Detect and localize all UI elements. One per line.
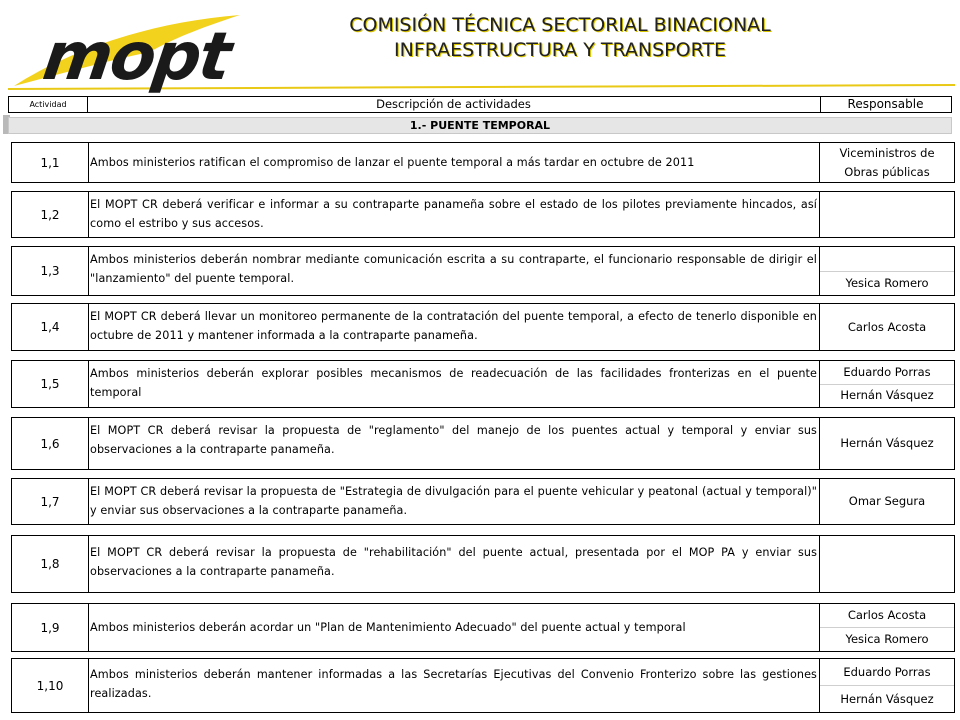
activity-number: 1,6 — [12, 418, 89, 469]
activity-row — [11, 360, 955, 408]
activity-row — [11, 142, 955, 183]
activity-number: 1,1 — [12, 143, 89, 182]
responsible-name: Viceministros de Obras públicas — [839, 145, 935, 179]
activity-description: Ambos ministerios deberán explorar posibles mecanismos de readecuación de las facilidades fronterizas en el puente temporal — [88, 361, 820, 407]
activity-number: 1,7 — [12, 479, 89, 524]
activity-responsible — [820, 418, 954, 469]
activity-number: 1,9 — [12, 604, 89, 651]
responsible-name — [820, 536, 954, 592]
activity-responsible — [820, 604, 954, 651]
responsible-name: Carlos Acosta — [847, 608, 927, 622]
activity-number: 1,5 — [12, 361, 89, 407]
activity-responsible — [820, 361, 954, 407]
activity-row — [11, 191, 955, 238]
activity-description: Ambos ministerios deberán nombrar mediante comunicación escrita a su contraparte, el funcionario responsable de dirigir el "lanzamiento" del puente temporal. — [88, 247, 820, 295]
activity-row — [11, 478, 955, 525]
activity-responsible — [820, 143, 954, 182]
activity-number: 1,4 — [12, 304, 89, 350]
activity-description: Ambos ministerios deberán acordar un "Plan de Mantenimiento Adecuado" del puente actual y temporal — [88, 604, 820, 651]
activity-description: El MOPT CR deberá revisar la propuesta de "rehabilitación" del puente actual, presentada por el MOP PA y enviar sus observaciones a la contraparte panameña. — [88, 536, 820, 592]
section-title: 1.- PUENTE TEMPORAL — [8, 117, 952, 134]
header-description: Descripción de actividades — [87, 97, 821, 112]
activity-description: El MOPT CR deberá revisar la propuesta de "Estrategia de divulgación para el puente vehicular y peatonal (actual y temporal)" y enviar sus observaciones a la contraparte panameña. — [88, 479, 820, 524]
responsible-name: Omar Segura — [848, 494, 926, 508]
activity-responsible — [820, 247, 954, 295]
activity-description: Ambos ministerios ratifican el compromiso de lanzar el puente temporal a más tardar en octubre de 2011 — [88, 143, 820, 182]
responsible-name: Yesica Romero — [820, 627, 954, 651]
header-responsible: Responsable — [847, 97, 924, 111]
table-header-row — [8, 96, 952, 113]
activity-description: Ambos ministerios deberán mantener informadas a las Secretarías Ejecutivas del Convenio Fronterizo sobre las gestiones realizadas. — [88, 659, 820, 712]
page-header — [0, 0, 960, 94]
activity-number: 1,3 — [12, 247, 89, 295]
activity-row — [11, 246, 955, 296]
responsible-name: Hernán Vásquez — [820, 685, 954, 712]
activity-row — [11, 658, 955, 713]
responsible-name — [820, 247, 954, 271]
title-line-1: COMISIÓN TÉCNICA SECTORIAL BINACIONAL — [349, 14, 771, 36]
header-activity: Actividad — [9, 97, 88, 112]
activity-row — [11, 417, 955, 470]
responsible-name: Hernán Vásquez — [820, 384, 954, 408]
responsible-name: Hernán Vásquez — [840, 436, 934, 450]
activity-description: El MOPT CR deberá verificar e informar a su contraparte panameña sobre el estado de los pilotes previamente hincados, así como el estribo y sus accesos. — [88, 192, 820, 237]
responsible-name: Carlos Acosta — [847, 319, 927, 334]
responsible-name: Eduardo Porras — [843, 664, 931, 679]
mopt-logo: mopt — [38, 18, 235, 95]
title-line-2: INFRAESTRUCTURA Y TRANSPORTE — [394, 39, 726, 61]
activity-number: 1,2 — [12, 192, 89, 237]
activity-row — [11, 303, 955, 351]
responsible-name — [820, 192, 954, 237]
activity-responsible — [820, 479, 954, 524]
activity-row — [11, 603, 955, 652]
responsible-name: Eduardo Porras — [843, 364, 931, 379]
activity-responsible — [820, 659, 954, 712]
activity-number: 1,8 — [12, 536, 89, 592]
activity-row — [11, 535, 955, 593]
responsible-name: Yesica Romero — [820, 271, 954, 296]
activity-number: 1,10 — [12, 659, 89, 712]
activity-description: El MOPT CR deberá llevar un monitoreo permanente de la contratación del puente temporal, a efecto de tenerlo disponible en octubre de 2011 y mantener informada a la contraparte panameña. — [88, 304, 820, 350]
activity-responsible — [820, 536, 954, 592]
activity-responsible — [820, 192, 954, 237]
activity-description: El MOPT CR deberá revisar la propuesta de "reglamento" del manejo de los puentes actual y temporal y enviar sus observaciones a la contraparte panameña. — [88, 418, 820, 469]
activity-responsible — [820, 304, 954, 350]
